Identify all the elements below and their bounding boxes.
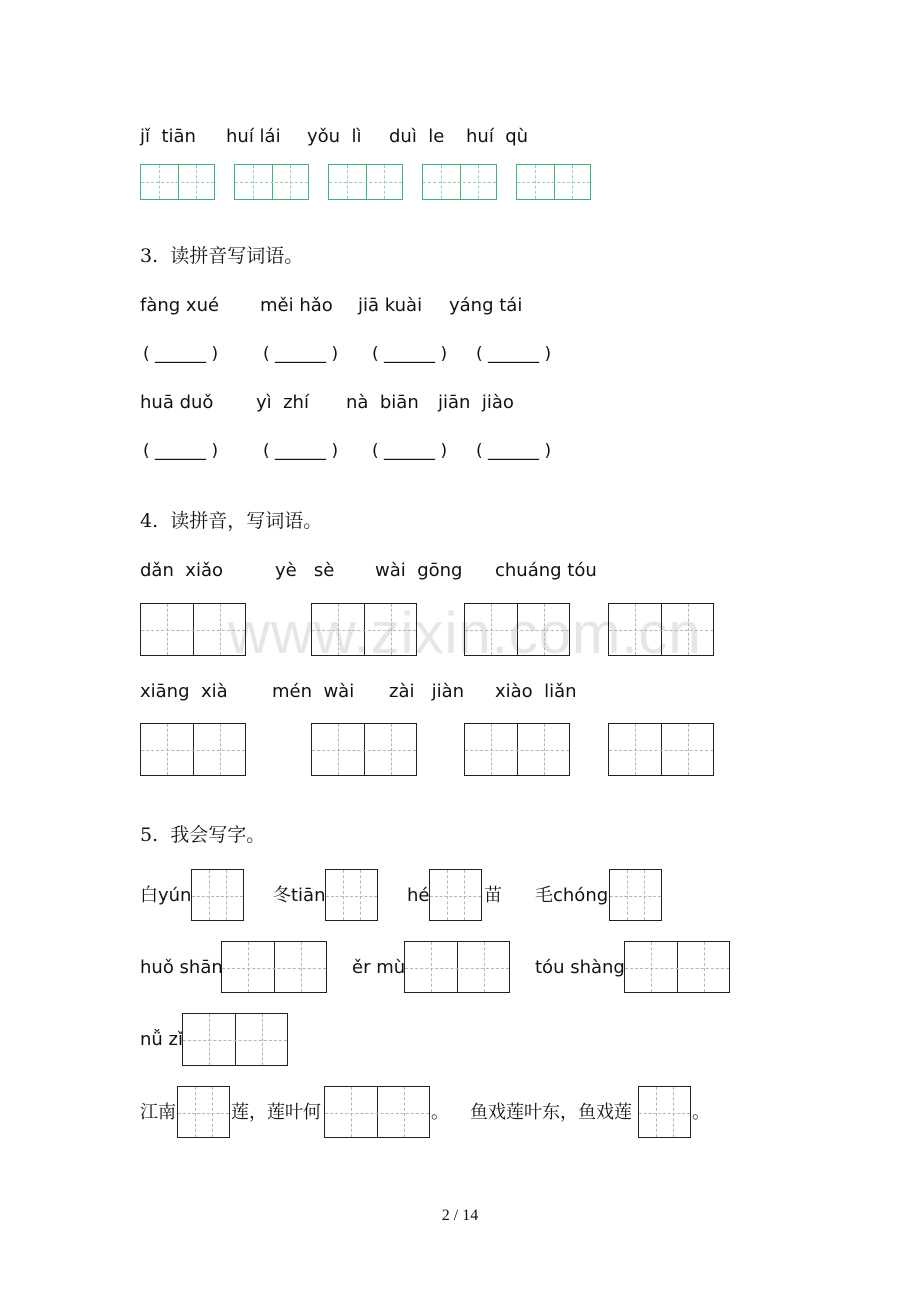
writing-grid[interactable] [221,941,327,993]
pinyin: zài jiàn [389,681,465,702]
pinyin-youli: yǒu lì [307,126,362,147]
section4-title: 4. 读拼音，写词语。 [140,510,323,532]
answer-blank[interactable]: ( ______ ) [372,344,448,364]
prompt-text: 冬tiān [273,885,326,906]
pinyin-duile: duì le [389,126,445,147]
pinyin: fàng xué [140,295,220,316]
pinyin: huā duǒ [140,392,214,413]
writing-grid[interactable] [191,869,244,921]
pinyin-huilai: huí lái [226,126,281,147]
pinyin-jitian: jǐ tiān [140,126,196,147]
writing-grid[interactable] [140,723,246,776]
prompt-text: 江南 [140,1102,176,1123]
prompt-text: 。 [431,1102,449,1123]
prompt-text: nǚ zǐ [140,1029,183,1050]
writing-grid[interactable] [464,603,570,656]
answer-blank[interactable]: ( ______ ) [476,441,552,461]
prompt-text: 鱼戏莲叶东，鱼戏莲 [470,1102,632,1123]
writing-grid[interactable] [328,164,403,200]
prompt-text: huǒ shān [140,957,223,978]
writing-grid[interactable] [404,941,510,993]
prompt-text: hé [407,885,430,906]
section3-title: 3. 读拼音写词语。 [140,245,304,267]
pinyin: dǎn xiǎo [140,560,224,581]
writing-grid[interactable] [182,1013,288,1066]
answer-blank[interactable]: ( ______ ) [476,344,552,364]
pinyin: jiān jiào [438,392,514,413]
writing-grid[interactable] [140,164,215,200]
prompt-text: tóu shàng [535,957,625,978]
writing-grid[interactable] [609,869,662,921]
pinyin: yáng tái [449,295,523,316]
prompt-text: 莲，莲叶何 [231,1102,321,1123]
pinyin: mén wài [272,681,355,702]
pinyin: nà biān [346,392,419,413]
writing-grid[interactable] [624,941,730,993]
pinyin: yè sè [275,560,335,581]
answer-blank[interactable]: ( ______ ) [143,344,219,364]
writing-grid[interactable] [324,1086,430,1138]
answer-blank[interactable]: ( ______ ) [372,441,448,461]
pinyin: xiāng xià [140,681,228,702]
page-number: 2 / 14 [441,1207,479,1224]
writing-grid[interactable] [638,1086,691,1138]
pinyin: wài gōng [375,560,463,581]
writing-grid[interactable] [177,1086,230,1138]
pinyin: xiào liǎn [495,681,577,702]
writing-grid[interactable] [311,603,417,656]
prompt-text: 毛chóng [535,885,609,906]
writing-grid[interactable] [311,723,417,776]
pinyin: měi hǎo [260,295,333,316]
writing-grid[interactable] [140,603,246,656]
answer-blank[interactable]: ( ______ ) [143,441,219,461]
section5-title: 5. 我会写字。 [140,824,266,846]
prompt-text: 白yún [140,885,192,906]
writing-grid[interactable] [325,869,378,921]
prompt-text: ěr mù [352,957,406,978]
pinyin: yì zhí [256,392,309,413]
writing-grid[interactable] [608,603,714,656]
answer-blank[interactable]: ( ______ ) [263,441,339,461]
prompt-text: 。 [692,1102,710,1123]
pinyin-huiqu: huí qù [466,126,529,147]
prompt-text: 苗 [484,885,502,906]
answer-blank[interactable]: ( ______ ) [263,344,339,364]
pinyin: jiā kuài [358,295,423,316]
writing-grid[interactable] [608,723,714,776]
writing-grid[interactable] [234,164,309,200]
writing-grid[interactable] [464,723,570,776]
writing-grid[interactable] [422,164,497,200]
writing-grid[interactable] [516,164,591,200]
writing-grid[interactable] [429,869,482,921]
watermark: www.zixin.com.cn [228,601,702,666]
pinyin: chuáng tóu [495,560,597,581]
